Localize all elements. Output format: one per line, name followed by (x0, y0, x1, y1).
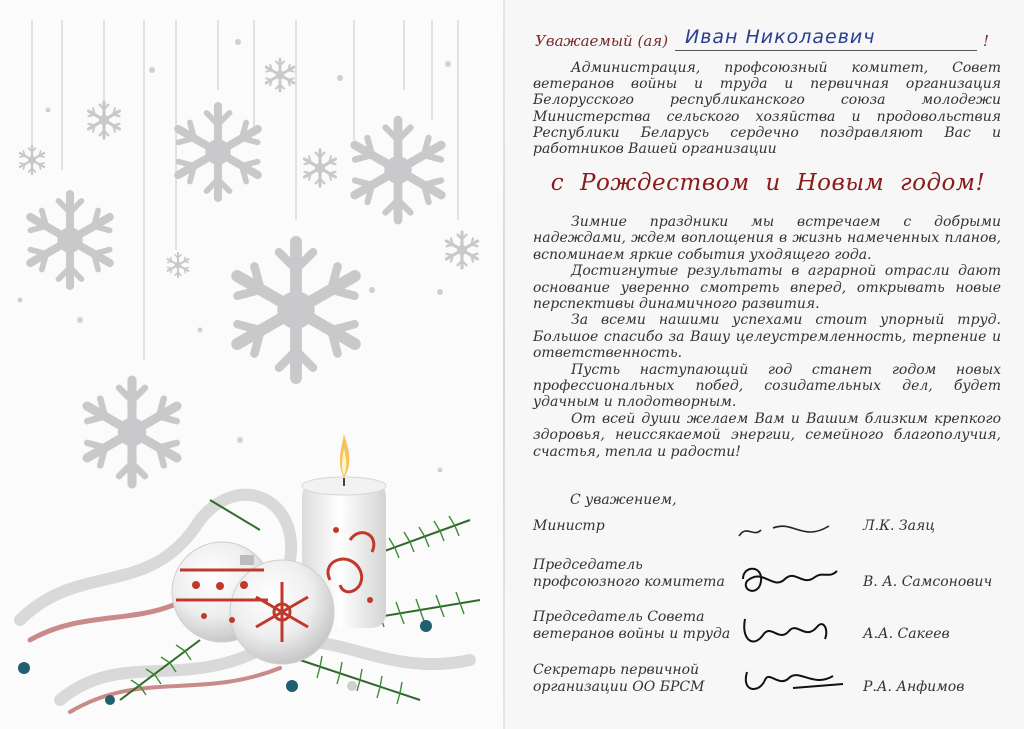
signatory-title-line: организации ОО БРСМ (533, 679, 705, 695)
body-paragraph: От всей души желаем Вам и Вашим близким крепкого здоровья, неиссякаемой энергии, семейного благополучия, счастья, тепла и радости! (533, 410, 1001, 460)
signatory-title-line: профсоюзного комитета (533, 574, 725, 590)
recipient-name: Иван Николаевич (685, 26, 876, 48)
body-paragraph: Зимние праздники мы встречаем с добрыми надеждами, ждем воплощения в жизнь намеченных планов, вспоминаем яркие события уходящего года. (533, 214, 1001, 263)
signatory-name: Л.К. Заяц (863, 518, 935, 534)
body-paragraph: Пусть наступающий год станет годом новых профессиональных побед, созидательных дел, будет удачным и плодотворным. (533, 361, 1001, 411)
signatory-title-line: Председатель (533, 557, 643, 573)
signatory-veterans-chair (533, 609, 1003, 653)
handwritten-signature (733, 557, 843, 601)
signatory-union-chair (533, 557, 1003, 601)
signatory-title-line: Секретарь первичной (533, 662, 700, 678)
holiday-headline: с Рождеством и Новым годом! (550, 170, 986, 196)
signatory-name: В. А. Самсонович (863, 574, 993, 590)
signatory-title (533, 609, 730, 643)
signatory-minister (533, 518, 1003, 562)
signatory-title (533, 557, 725, 591)
salutation (535, 26, 1005, 52)
letter-body (533, 214, 1001, 460)
handwritten-signature (733, 516, 843, 546)
handwritten-signature (733, 658, 853, 702)
name-underline (675, 50, 977, 51)
letter-page (505, 0, 1024, 729)
handwritten-signature (733, 609, 843, 653)
body-paragraph: За всеми нашими успехами стоит упорный труд. Большое спасибо за Вашу целеустремленность, терпение и ответственность. (533, 312, 1001, 362)
salutation-exclamation: ! (983, 32, 990, 50)
closing-regards: С уважением, (570, 492, 677, 508)
signatory-title-line: ветеранов войны и труда (533, 626, 731, 642)
left-illustration-page (0, 0, 503, 729)
intro-paragraph: Администрация, профсоюзный комитет, Совет ветеранов войны и труда и первичная организация Белорусского республиканского союза молодежи Министерства сельского хозяйства и продовольствия Республики Беларусь сердечно поздравляют Вас и работников Вашей организации (533, 60, 1001, 158)
signatory-brsm-secretary (533, 662, 1003, 706)
signatory-name: Р.А. Анфимов (863, 679, 965, 695)
body-paragraph: Достигнутые результаты в аграрной отрасли дают основание уверенно смотреть вперед, открывать новые перспективы динамичного развития. (533, 263, 1001, 313)
christmas-illustration (0, 0, 503, 729)
signatory-title-line: Председатель Совета (533, 609, 705, 625)
salutation-label: Уважаемый (ая) (535, 32, 669, 50)
signatory-title-line: Министр (533, 518, 605, 534)
signatory-title (533, 662, 704, 696)
signatory-name: А.А. Сакеев (863, 626, 950, 642)
signatory-title (533, 518, 605, 535)
